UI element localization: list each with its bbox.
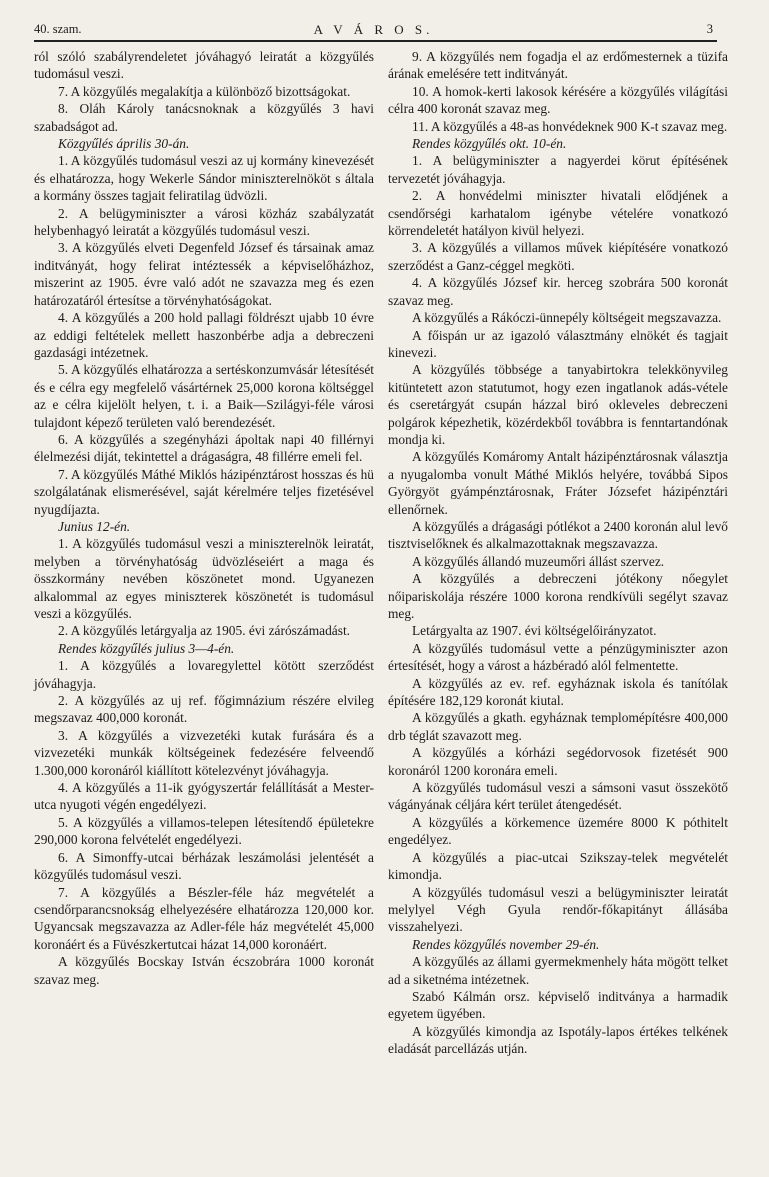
resolution-paragraph: 9. A közgyűlés nem fogadja el az erdőmesternek a tüzifa árának emelésére tett inditványát. <box>388 49 728 82</box>
resolution-paragraph: A közgyűlés Komáromy Antalt házipénztárosnak választja a nyugalomba vonult Máthé Miklós helyére, továbbá Sipos Györgyöt gyámpénztárosnak, Fráter Józsefet házipénztári ellenőrnek. <box>388 449 728 517</box>
resolution-paragraph: 5. A közgyűlés elhatározza a sertéskonzumvásár létesítését és e célra egy megfelelő vásártérnek 25,000 korona költséggel az e célra kijelölt helyen, t. i. a Baik—Szilágyi-féle városi tulajdont képező területen való berendezését. <box>34 362 374 430</box>
resolution-paragraph: A közgyűlés Bocskay István écszobrára 1000 koronát szavaz meg. <box>34 954 374 987</box>
resolution-paragraph: 2. A honvédelmi miniszter hivatali elődjének a csendőrségi karhatalom igénybe vételére vonatkozó körrendeletét hatályon kivül helyezi. <box>388 188 728 239</box>
resolution-paragraph: A közgyűlés a drágasági pótlékot a 2400 koronán alul levő tisztviselőknek és alkalmazottaknak megszavazza. <box>388 518 728 552</box>
resolution-paragraph: 1. A közgyűlés tudomásul veszi az uj kormány kinevezését és elhatározza, hogy Wekerle Sándor miniszterelnököt s általa a kormány összes tagjait feliratilag üdvözli. <box>34 153 374 204</box>
resolution-paragraph: A közgyűlés többsége a tanyabirtokra telekkönyvileg kitüntetett azon statutumot, hogy ezen ingatlanok adás-vétele és cseretárgyát csupán házzal biró okleveles debreczeni polgárok képezhetik, közérdekből továbbra is fenntartandónak mondja ki. <box>388 362 728 447</box>
resolution-paragraph: A közgyűlés kimondja az Ispotály-lapos értékes telkének eladását parcellázás utján. <box>388 1023 728 1057</box>
resolution-paragraph: 10. A homok-kerti lakosok kérésére a közgyűlés világítási célra 400 koronát szavaz meg. <box>388 83 728 117</box>
resolution-paragraph: 3. A közgyűlés elveti Degenfeld József és társainak amaz inditványát, hogy felirat intéztessék a képviselőházhoz, miszerint az 1905. évre való adót ne szavazza meg és ezen határozatáról értesítse a törvényhatóságokat. <box>34 240 374 308</box>
resolution-paragraph: 4. A közgyűlés a 200 hold pallagi földrészt ujabb 10 évre az eddigi feltételek mellett haszonbérbe adja a debreczeni gazdasági intézetnek. <box>34 310 374 360</box>
resolution-paragraph: A közgyűlés tudomásul vette a pénzügyminiszter azon értesítését, hogy a várost a házbéradó alól felmentette. <box>388 640 728 674</box>
resolution-paragraph: 7. A közgyűlés a Bészler-féle ház megvételét a csendőrparancsnokság elhelyezésére elhatározza 120,000 kor. Ugyancsak megszavazza az Adler-féle ház megvételét 45,000 koronáért és a Füvészkertutcai házat 14,000 koronáért. <box>34 884 374 952</box>
resolution-paragraph: A közgyűlés a piac-utcai Szikszay-telek megvételét kimondja. <box>388 849 728 883</box>
resolution-paragraph: A közgyűlés az állami gyermekmenhely háta mögött telket ad a siketnéma intézetnek. <box>388 954 728 987</box>
page-header <box>34 22 713 40</box>
resolution-paragraph: 6. A közgyűlés a szegényházi ápoltak napi 40 fillérnyi élelmezési diját, tekintettel a drágaságra, 48 fillérre emeli fel. <box>34 431 374 465</box>
resolution-paragraph: A közgyűlés az ev. ref. egyháznak iskola és tanítólak építésére 182,129 koronát kiutal. <box>388 675 728 709</box>
session-heading: Rendes közgyűlés okt. 10-én. <box>412 136 567 152</box>
resolution-paragraph: A közgyűlés állandó muzeumőri állást szervez. <box>412 553 665 569</box>
publication-title: A V Á R O S. <box>313 22 434 37</box>
resolution-paragraph: ról szóló szabályrendeletet jóváhagyó leiratát a közgyűlés tudomásul veszi. <box>34 49 374 82</box>
resolution-paragraph: 5. A közgyűlés a villamos-telepen létesítendő épületekre 290,000 korona felvételét engedélyezi. <box>34 814 374 848</box>
resolution-paragraph: A közgyűlés tudomásul veszi a belügyminiszter leiratát melylyel Végh Gyula rendőr-főkapitányt állásába visszahelyezi. <box>388 884 728 935</box>
resolution-paragraph: Szabó Kálmán orsz. képviselő inditványa a harmadik egyetem ügyében. <box>388 988 728 1022</box>
resolution-paragraph: A közgyűlés a körkemence üzemére 8000 K póthitelt engedélyez. <box>388 814 728 848</box>
resolution-paragraph: 2. A közgyűlés letárgyalja az 1905. évi zárószámadást. <box>58 623 351 639</box>
resolution-paragraph: A közgyűlés a debreczeni jótékony nőegylet nőipariskolája részére 1000 korona rendkívüli segélyt szavaz meg. <box>388 571 728 621</box>
session-heading: Rendes közgyűlés julius 3—4-én. <box>58 640 235 656</box>
resolution-paragraph: 2. A belügyminiszter a városi közház szabályzatát helybenhagyó leiratát a közgyűlés tudomásul veszi. <box>34 205 374 239</box>
resolution-paragraph: 11. A közgyűlés a 48-as honvédeknek 900 K-t szavaz meg. <box>412 118 728 134</box>
left-column <box>34 48 374 988</box>
resolution-paragraph: A főispán ur az igazoló választmány elnökét és tagjait kinevezi. <box>388 327 728 360</box>
resolution-paragraph: 7. A közgyűlés megalakítja a különböző bizottságokat. <box>58 83 351 99</box>
session-heading: Junius 12-én. <box>58 518 131 534</box>
resolution-paragraph: A közgyűlés a kórházi segédorvosok fizetését 900 koronáról 1200 koronára emeli. <box>388 745 728 778</box>
resolution-paragraph: 8. Oláh Károly tanácsnoknak a közgyűlés 3 havi szabadságot ad. <box>34 101 374 134</box>
resolution-paragraph: 1. A közgyűlés tudomásul veszi a miniszterelnök leiratát, melyben a törvényhatóság üdvözléseiért a maga és összkormány nevében köszönetet mond. Ugyanezen alkalommal az egyes miniszterek köszönetét is tudomásul veszi a közgyűlés. <box>34 536 374 621</box>
resolution-paragraph: Letárgyalta az 1907. évi költségelőirányzatot. <box>412 623 657 639</box>
resolution-paragraph: A közgyűlés tudomásul veszi a sámsoni vasut összekötő vágányának céljára kért terület átengedését. <box>388 780 728 813</box>
issue-number: 40. szam. <box>34 22 82 36</box>
session-heading: Közgyűlés április 30-án. <box>58 136 190 152</box>
header-rule <box>34 40 717 42</box>
resolution-paragraph: A közgyűlés a Rákóczi-ünnepély költségeit megszavazza. <box>412 310 722 326</box>
resolution-paragraph: 3. A közgyűlés a vizvezetéki kutak furására és a vizvezetéki munkák költségeinek fedezésére felveendő 1.300,000 koronáról kiállított kötelezvényt jóváhagyja. <box>34 727 374 778</box>
resolution-paragraph: 4. A közgyűlés József kir. herceg szobrára 500 koronát szavaz meg. <box>388 275 728 308</box>
session-heading: Rendes közgyűlés november 29-én. <box>412 936 600 952</box>
resolution-paragraph: 7. A közgyűlés Máthé Miklós házipénztárost hosszas és hü szolgálatának elismerésével, saját kérelmére teljes fizetésével nyugdíjazta. <box>34 466 374 517</box>
resolution-paragraph: 1. A belügyminiszter a nagyerdei körut építésének tervezetét jóváhagyja. <box>388 153 728 186</box>
page-number: 3 <box>706 22 713 36</box>
resolution-paragraph: A közgyűlés a gkath. egyháznak templomépítésre 400,000 drb téglát szavazott meg. <box>388 710 728 743</box>
right-column <box>388 48 728 1058</box>
resolution-paragraph: 6. A Simonffy-utcai bérházak leszámolási jelentését a közgyűlés tudomásul veszi. <box>34 849 374 883</box>
resolution-paragraph: 2. A közgyűlés az uj ref. főgimnázium részére elvileg megszavaz 400,000 koronát. <box>34 693 374 726</box>
resolution-paragraph: 3. A közgyűlés a villamos művek kiépítésére vonatkozó szerződést a Ganz-céggel megköti. <box>388 240 728 273</box>
resolution-paragraph: 1. A közgyűlés a lovaregylettel kötött szerződést jóváhagyja. <box>34 658 374 691</box>
resolution-paragraph: 4. A közgyűlés a 11-ik gyógyszertár felállítását a Mester-utca nyugoti végén engedélyezi. <box>34 780 374 813</box>
